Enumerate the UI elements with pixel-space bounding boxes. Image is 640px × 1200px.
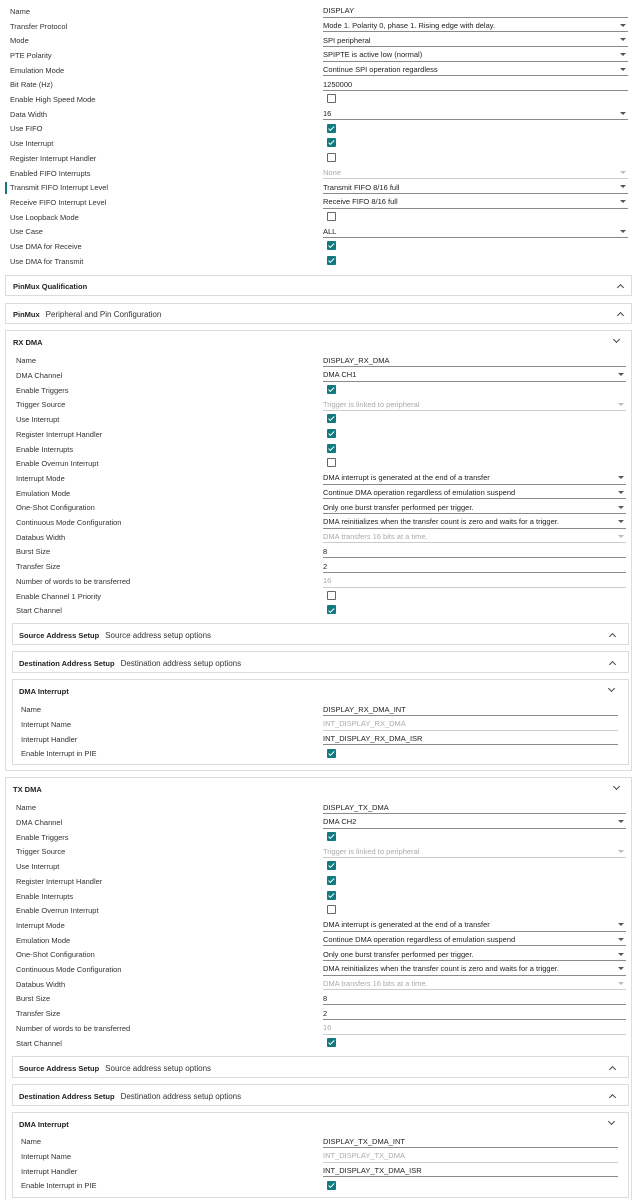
rx-dma-row-burst-size bbox=[0, 545, 640, 560]
field-value: DISPLAY bbox=[323, 6, 355, 16]
interrupt-name-input bbox=[323, 718, 618, 731]
interrupt-handler-input[interactable] bbox=[323, 733, 618, 746]
rx-dma-interrupt-row-interrupt-name bbox=[0, 717, 640, 732]
chevron-down-icon[interactable] bbox=[618, 520, 624, 523]
tx-dma-row-use-interrupt bbox=[0, 859, 640, 874]
start-channel-checkbox[interactable] bbox=[327, 605, 336, 614]
rx-source-address-panel[interactable] bbox=[12, 623, 629, 645]
chevron-down-icon[interactable] bbox=[613, 336, 620, 343]
field-value: INT_DISPLAY_TX_DMA bbox=[323, 1151, 405, 1161]
field-label: Enable Triggers bbox=[16, 832, 69, 842]
main-row-name bbox=[0, 4, 640, 19]
rx-dma-row-continuous-mode-configuration bbox=[0, 515, 640, 530]
rx-dma-row-enable-overrun-interrupt bbox=[0, 456, 640, 471]
field-label: Trigger Source bbox=[16, 400, 66, 410]
pinmux-panel[interactable] bbox=[5, 303, 632, 324]
field-label: Use DMA for Receive bbox=[10, 242, 82, 252]
field-label: Name bbox=[21, 1137, 42, 1147]
field-value: Mode 1. Polarity 0, phase 1. Rising edge with delay. bbox=[323, 20, 496, 30]
register-interrupt-handler-checkbox[interactable] bbox=[327, 153, 336, 162]
field-value: DISPLAY_RX_DMA_INT bbox=[323, 704, 406, 714]
field-label: Name bbox=[21, 705, 42, 715]
transmit-fifo-interrupt-level-dropdown[interactable] bbox=[323, 181, 628, 194]
start-channel-checkbox[interactable] bbox=[327, 1038, 336, 1047]
field-label: DMA Channel bbox=[16, 818, 63, 828]
register-interrupt-handler-checkbox[interactable] bbox=[327, 876, 336, 885]
field-value: Trigger is linked to peripheral bbox=[323, 846, 420, 856]
use-fifo-checkbox[interactable] bbox=[327, 124, 336, 133]
field-value: DMA reinitializes when the transfer count is zero and waits for a trigger. bbox=[323, 517, 559, 527]
rx-dma-row-transfer-size bbox=[0, 559, 640, 574]
field-label: Enable High Speed Mode bbox=[10, 95, 96, 105]
field-label: DMA Channel bbox=[16, 371, 63, 381]
chevron-down-icon[interactable] bbox=[620, 230, 626, 233]
field-label: Use Interrupt bbox=[16, 862, 60, 872]
field-value: 8 bbox=[323, 993, 328, 1003]
pinmux-subtitle: Peripheral and Pin Configuration bbox=[45, 309, 162, 319]
emulation-mode-dropdown[interactable] bbox=[323, 487, 626, 500]
field-value: Continue DMA operation regardless of emulation suspend bbox=[323, 935, 516, 945]
rx-destination-address-panel[interactable] bbox=[12, 651, 629, 673]
field-value: SPIPTE is active low (normal) bbox=[323, 50, 423, 60]
tx-dma-row-one-shot-configuration bbox=[0, 948, 640, 963]
data-width-dropdown[interactable] bbox=[323, 108, 628, 121]
tx-dma-row-interrupt-mode bbox=[0, 918, 640, 933]
tx-dma-row-trigger-source bbox=[0, 845, 640, 860]
field-value: DMA interrupt is generated at the end of a transfer bbox=[323, 473, 490, 483]
tx-dma-row-number-of-words-to-be-transferred bbox=[0, 1021, 640, 1036]
field-label: Use Interrupt bbox=[16, 415, 60, 425]
chevron-down-icon[interactable] bbox=[618, 953, 624, 956]
field-label: Interrupt Handler bbox=[21, 734, 78, 744]
rx-dma-row-number-of-words-to-be-transferred bbox=[0, 574, 640, 589]
main-row-use-dma-for-receive bbox=[0, 239, 640, 254]
continuous-mode-configuration-dropdown[interactable] bbox=[323, 963, 626, 976]
main-row-use-loopback-mode bbox=[0, 210, 640, 225]
field-value: 2 bbox=[323, 1008, 328, 1018]
main-row-pte-polarity bbox=[0, 48, 640, 63]
main-row-register-interrupt-handler bbox=[0, 151, 640, 166]
field-label: Start Channel bbox=[16, 1038, 62, 1048]
rx-dest-title: Destination Address Setup bbox=[19, 658, 115, 668]
field-label: Interrupt Mode bbox=[16, 473, 65, 483]
emulation-mode-dropdown[interactable] bbox=[323, 64, 628, 77]
chevron-up-icon[interactable] bbox=[609, 1066, 616, 1073]
field-label: One-Shot Configuration bbox=[16, 950, 95, 960]
rx-source-title: Source Address Setup bbox=[19, 630, 100, 640]
field-value: DMA transfers 16 bits at a time. bbox=[323, 532, 428, 542]
enable-interrupts-checkbox[interactable] bbox=[327, 891, 336, 900]
number-of-words-to-be-transferred-input bbox=[323, 1022, 626, 1035]
continuous-mode-configuration-dropdown[interactable] bbox=[323, 516, 626, 529]
enable-overrun-interrupt-checkbox[interactable] bbox=[327, 905, 336, 914]
field-value: INT_DISPLAY_TX_DMA_ISR bbox=[323, 1166, 422, 1176]
use-case-dropdown[interactable] bbox=[323, 226, 628, 239]
chevron-down-icon[interactable] bbox=[620, 200, 626, 203]
field-label: Enable Channel 1 Priority bbox=[16, 591, 102, 601]
main-row-transfer-protocol bbox=[0, 19, 640, 34]
field-value: Continue SPI operation regardless bbox=[323, 65, 438, 75]
field-label: Interrupt Name bbox=[21, 720, 72, 730]
tx-dma-row-transfer-size bbox=[0, 1006, 640, 1021]
tx-dma-row-dma-channel bbox=[0, 815, 640, 830]
transfer-size-input[interactable] bbox=[323, 1007, 626, 1020]
chevron-down-icon[interactable] bbox=[620, 112, 626, 115]
main-row-transmit-fifo-interrupt-level bbox=[0, 180, 640, 195]
chevron-down-icon[interactable] bbox=[618, 982, 624, 985]
chevron-down-icon[interactable] bbox=[620, 185, 626, 188]
rx-dma-row-emulation-mode bbox=[0, 486, 640, 501]
field-label: Number of words to be transferred bbox=[16, 576, 131, 586]
databus-width-dropdown bbox=[323, 531, 626, 544]
rx-dma-row-trigger-source bbox=[0, 398, 640, 413]
number-of-words-to-be-transferred-input bbox=[323, 575, 626, 588]
tx-dest-subtitle: Destination address setup options bbox=[120, 1091, 242, 1101]
field-label: Databus Width bbox=[16, 532, 66, 542]
rx-dma-row-name bbox=[0, 354, 640, 369]
field-label: Number of words to be transferred bbox=[16, 1023, 131, 1033]
main-row-bit-rate-hz bbox=[0, 78, 640, 93]
field-label: Enable Triggers bbox=[16, 385, 69, 395]
pinmux-title: PinMux bbox=[13, 309, 40, 319]
chevron-down-icon[interactable] bbox=[620, 53, 626, 56]
name-input[interactable] bbox=[323, 704, 618, 717]
field-label: Name bbox=[16, 356, 37, 366]
use-loopback-mode-checkbox[interactable] bbox=[327, 212, 336, 221]
enable-interrupt-in-pie-checkbox[interactable] bbox=[327, 749, 336, 758]
trigger-source-dropdown bbox=[323, 399, 626, 412]
field-label: Interrupt Mode bbox=[16, 920, 65, 930]
one-shot-configuration-dropdown[interactable] bbox=[323, 949, 626, 962]
use-dma-for-transmit-checkbox[interactable] bbox=[327, 256, 336, 265]
field-value: SPI peripheral bbox=[323, 35, 371, 45]
field-label: Start Channel bbox=[16, 606, 62, 616]
transfer-protocol-dropdown[interactable] bbox=[323, 20, 628, 33]
field-label: Transfer Protocol bbox=[10, 21, 68, 31]
field-value: Transmit FIFO 8/16 full bbox=[323, 182, 400, 192]
transfer-size-input[interactable] bbox=[323, 560, 626, 573]
tx-dma-title: TX DMA bbox=[13, 784, 42, 794]
tx-dma-interrupt-row-interrupt-name bbox=[0, 1149, 640, 1164]
field-label: Use FIFO bbox=[10, 124, 43, 134]
tx-dma-row-register-interrupt-handler bbox=[0, 874, 640, 889]
field-label: Burst Size bbox=[16, 994, 51, 1004]
field-label: Transmit FIFO Interrupt Level bbox=[10, 183, 109, 193]
field-value: INT_DISPLAY_RX_DMA_ISR bbox=[323, 734, 423, 744]
field-value: 16 bbox=[323, 576, 332, 586]
rx-dma-row-enable-channel-1-priority bbox=[0, 589, 640, 604]
chevron-up-icon[interactable] bbox=[617, 312, 624, 319]
rx-dest-subtitle: Destination address setup options bbox=[120, 658, 242, 668]
chevron-down-icon[interactable] bbox=[620, 68, 626, 71]
enabled-fifo-interrupts-dropdown bbox=[323, 167, 628, 180]
rx-dma-row-enable-triggers bbox=[0, 383, 640, 398]
field-value: 8 bbox=[323, 546, 328, 556]
rx-dma-interrupt-row-name bbox=[0, 703, 640, 718]
enable-triggers-checkbox[interactable] bbox=[327, 385, 336, 394]
field-label: Enable Overrun Interrupt bbox=[16, 459, 99, 469]
field-label: Trigger Source bbox=[16, 847, 66, 857]
tx-dma-row-name bbox=[0, 801, 640, 816]
name-input[interactable] bbox=[323, 1136, 618, 1149]
main-row-emulation-mode bbox=[0, 63, 640, 78]
field-value: 16 bbox=[323, 1023, 332, 1033]
field-value: DMA reinitializes when the transfer count is zero and waits for a trigger. bbox=[323, 964, 559, 974]
tx-dma-interrupt-row-interrupt-handler bbox=[0, 1164, 640, 1179]
name-input[interactable] bbox=[323, 355, 626, 368]
field-label: Register Interrupt Handler bbox=[16, 876, 103, 886]
use-interrupt-checkbox[interactable] bbox=[327, 414, 336, 423]
chevron-down-icon[interactable] bbox=[618, 373, 624, 376]
interrupt-mode-dropdown[interactable] bbox=[323, 919, 626, 932]
one-shot-configuration-dropdown[interactable] bbox=[323, 502, 626, 515]
field-value: DMA CH1 bbox=[323, 370, 357, 380]
use-dma-for-receive-checkbox[interactable] bbox=[327, 241, 336, 250]
emulation-mode-dropdown[interactable] bbox=[323, 934, 626, 947]
field-value: Only one burst transfer performed per trigger. bbox=[323, 949, 474, 959]
main-row-receive-fifo-interrupt-level bbox=[0, 195, 640, 210]
tx-dma-row-enable-triggers bbox=[0, 830, 640, 845]
field-label: Enable Interrupts bbox=[16, 891, 74, 901]
tx-dma-row-start-channel bbox=[0, 1036, 640, 1051]
chevron-up-icon[interactable] bbox=[617, 284, 624, 291]
chevron-down-icon[interactable] bbox=[608, 1118, 615, 1125]
rx-dma-row-dma-channel bbox=[0, 368, 640, 383]
field-value: DMA transfers 16 bits at a time. bbox=[323, 979, 428, 989]
field-label: Bit Rate (Hz) bbox=[10, 80, 53, 90]
bit-rate-hz-input[interactable] bbox=[323, 79, 628, 92]
databus-width-dropdown bbox=[323, 978, 626, 991]
rx-dma-interrupt-title: DMA Interrupt bbox=[19, 686, 69, 696]
rx-source-subtitle: Source address setup options bbox=[105, 630, 212, 640]
tx-source-subtitle: Source address setup options bbox=[105, 1063, 212, 1073]
field-label: Name bbox=[16, 803, 37, 813]
rx-dma-interrupt-row-interrupt-handler bbox=[0, 732, 640, 747]
field-label: Data Width bbox=[10, 109, 48, 119]
field-value: ALL bbox=[323, 226, 337, 236]
tx-dma-row-continuous-mode-configuration bbox=[0, 962, 640, 977]
field-value: None bbox=[323, 167, 341, 177]
field-value: DISPLAY_TX_DMA_INT bbox=[323, 1136, 405, 1146]
trigger-source-dropdown bbox=[323, 846, 626, 859]
chevron-down-icon[interactable] bbox=[618, 938, 624, 941]
field-label: Enable Interrupt in PIE bbox=[21, 749, 97, 759]
pinmux-qualification-title: PinMux Qualification bbox=[13, 281, 88, 291]
field-value: Trigger is linked to peripheral bbox=[323, 399, 420, 409]
chevron-down-icon[interactable] bbox=[620, 24, 626, 27]
field-label: Use Loopback Mode bbox=[10, 212, 79, 222]
main-row-use-case bbox=[0, 225, 640, 240]
field-label: Mode bbox=[10, 36, 29, 46]
chevron-down-icon[interactable] bbox=[618, 535, 624, 538]
dma-channel-dropdown[interactable] bbox=[323, 369, 626, 382]
field-label: One-Shot Configuration bbox=[16, 503, 95, 513]
field-value: Continue DMA operation regardless of emulation suspend bbox=[323, 488, 516, 498]
burst-size-input[interactable] bbox=[323, 546, 626, 559]
chevron-down-icon[interactable] bbox=[618, 967, 624, 970]
chevron-down-icon[interactable] bbox=[618, 506, 624, 509]
field-label: Emulation Mode bbox=[16, 488, 71, 498]
field-value: DMA CH2 bbox=[323, 817, 357, 827]
tx-dma-interrupt-row-name bbox=[0, 1135, 640, 1150]
chevron-down-icon[interactable] bbox=[620, 171, 626, 174]
enable-interrupt-in-pie-checkbox[interactable] bbox=[327, 1181, 336, 1190]
chevron-down-icon[interactable] bbox=[618, 491, 624, 494]
tx-source-address-panel[interactable] bbox=[12, 1056, 629, 1078]
field-label: PTE Polarity bbox=[10, 50, 52, 60]
tx-dma-row-enable-interrupts bbox=[0, 889, 640, 904]
field-label: Continuous Mode Configuration bbox=[16, 518, 122, 528]
rx-dma-row-use-interrupt bbox=[0, 412, 640, 427]
field-label: Name bbox=[10, 6, 31, 16]
field-label: Databus Width bbox=[16, 979, 66, 989]
tx-source-title: Source Address Setup bbox=[19, 1063, 100, 1073]
rx-dma-title: RX DMA bbox=[13, 337, 43, 347]
enable-high-speed-mode-checkbox[interactable] bbox=[327, 94, 336, 103]
chevron-down-icon[interactable] bbox=[620, 38, 626, 41]
main-row-enable-high-speed-mode bbox=[0, 92, 640, 107]
chevron-down-icon[interactable] bbox=[618, 476, 624, 479]
main-row-use-fifo bbox=[0, 122, 640, 137]
rx-dma-row-interrupt-mode bbox=[0, 471, 640, 486]
rx-dma-row-enable-interrupts bbox=[0, 442, 640, 457]
field-value: DISPLAY_RX_DMA bbox=[323, 355, 390, 365]
tx-dma-row-databus-width bbox=[0, 977, 640, 992]
field-value: 2 bbox=[323, 561, 328, 571]
field-label: Enable Overrun Interrupt bbox=[16, 906, 99, 916]
dma-channel-dropdown[interactable] bbox=[323, 816, 626, 829]
name-input[interactable] bbox=[323, 5, 628, 18]
tx-dma-interrupt-row-enable-interrupt-in-pie bbox=[0, 1179, 640, 1194]
field-label: Burst Size bbox=[16, 547, 51, 557]
chevron-down-icon[interactable] bbox=[618, 923, 624, 926]
main-row-use-dma-for-transmit bbox=[0, 254, 640, 269]
field-label: Register Interrupt Handler bbox=[10, 153, 97, 163]
receive-fifo-interrupt-level-dropdown[interactable] bbox=[323, 196, 628, 209]
field-label: Use DMA for Transmit bbox=[10, 256, 84, 266]
use-interrupt-checkbox[interactable] bbox=[327, 861, 336, 870]
field-value: Receive FIFO 8/16 full bbox=[323, 197, 398, 207]
chevron-down-icon[interactable] bbox=[613, 783, 620, 790]
chevron-down-icon[interactable] bbox=[608, 685, 615, 692]
field-value: Only one burst transfer performed per trigger. bbox=[323, 502, 474, 512]
field-label: Receive FIFO Interrupt Level bbox=[10, 197, 107, 207]
interrupt-handler-input[interactable] bbox=[323, 1165, 618, 1178]
field-label: Enable Interrupt in PIE bbox=[21, 1181, 97, 1191]
pte-polarity-dropdown[interactable] bbox=[323, 49, 628, 62]
field-value: 1250000 bbox=[323, 79, 353, 89]
field-label: Use Case bbox=[10, 227, 43, 237]
enable-triggers-checkbox[interactable] bbox=[327, 832, 336, 841]
tx-dma-row-emulation-mode bbox=[0, 933, 640, 948]
tx-dma-row-enable-overrun-interrupt bbox=[0, 903, 640, 918]
chevron-up-icon[interactable] bbox=[609, 1094, 616, 1101]
field-label: Use Interrupt bbox=[10, 139, 54, 149]
field-value: DISPLAY_TX_DMA bbox=[323, 802, 389, 812]
register-interrupt-handler-checkbox[interactable] bbox=[327, 429, 336, 438]
main-row-use-interrupt bbox=[0, 136, 640, 151]
chevron-down-icon[interactable] bbox=[618, 820, 624, 823]
enable-channel-1-priority-checkbox[interactable] bbox=[327, 591, 336, 600]
rx-dma-interrupt-row-enable-interrupt-in-pie bbox=[0, 747, 640, 762]
field-value: DMA interrupt is generated at the end of a transfer bbox=[323, 920, 490, 930]
use-interrupt-checkbox[interactable] bbox=[327, 138, 336, 147]
field-label: Interrupt Handler bbox=[21, 1166, 78, 1176]
pinmux-qualification-panel[interactable] bbox=[5, 275, 632, 296]
field-label: Emulation Mode bbox=[10, 65, 65, 75]
tx-destination-address-panel[interactable] bbox=[12, 1084, 629, 1106]
field-label: Transfer Size bbox=[16, 562, 61, 572]
enable-interrupts-checkbox[interactable] bbox=[327, 444, 336, 453]
field-label: Emulation Mode bbox=[16, 935, 71, 945]
chevron-down-icon[interactable] bbox=[618, 850, 624, 853]
interrupt-name-input bbox=[323, 1150, 618, 1163]
field-label: Register Interrupt Handler bbox=[16, 429, 103, 439]
name-input[interactable] bbox=[323, 802, 626, 815]
field-label: Continuous Mode Configuration bbox=[16, 965, 122, 975]
mode-dropdown[interactable] bbox=[323, 34, 628, 47]
main-row-mode bbox=[0, 33, 640, 48]
tx-dma-row-burst-size bbox=[0, 992, 640, 1007]
chevron-down-icon[interactable] bbox=[618, 403, 624, 406]
rx-dma-row-start-channel bbox=[0, 603, 640, 618]
tx-dma-interrupt-title: DMA Interrupt bbox=[19, 1119, 69, 1129]
main-row-data-width bbox=[0, 107, 640, 122]
field-label: Enable Interrupts bbox=[16, 444, 74, 454]
chevron-up-icon[interactable] bbox=[609, 633, 616, 640]
rx-dma-row-register-interrupt-handler bbox=[0, 427, 640, 442]
rx-dma-row-one-shot-configuration bbox=[0, 501, 640, 516]
field-value: INT_DISPLAY_RX_DMA bbox=[323, 719, 406, 729]
burst-size-input[interactable] bbox=[323, 993, 626, 1006]
field-value: 16 bbox=[323, 109, 332, 119]
interrupt-mode-dropdown[interactable] bbox=[323, 472, 626, 485]
main-row-enabled-fifo-interrupts bbox=[0, 166, 640, 181]
field-label: Enabled FIFO Interrupts bbox=[10, 168, 91, 178]
enable-overrun-interrupt-checkbox[interactable] bbox=[327, 458, 336, 467]
field-label: Interrupt Name bbox=[21, 1152, 72, 1162]
tx-dest-title: Destination Address Setup bbox=[19, 1091, 115, 1101]
field-label: Transfer Size bbox=[16, 1009, 61, 1019]
rx-dma-row-databus-width bbox=[0, 530, 640, 545]
chevron-up-icon[interactable] bbox=[609, 661, 616, 668]
